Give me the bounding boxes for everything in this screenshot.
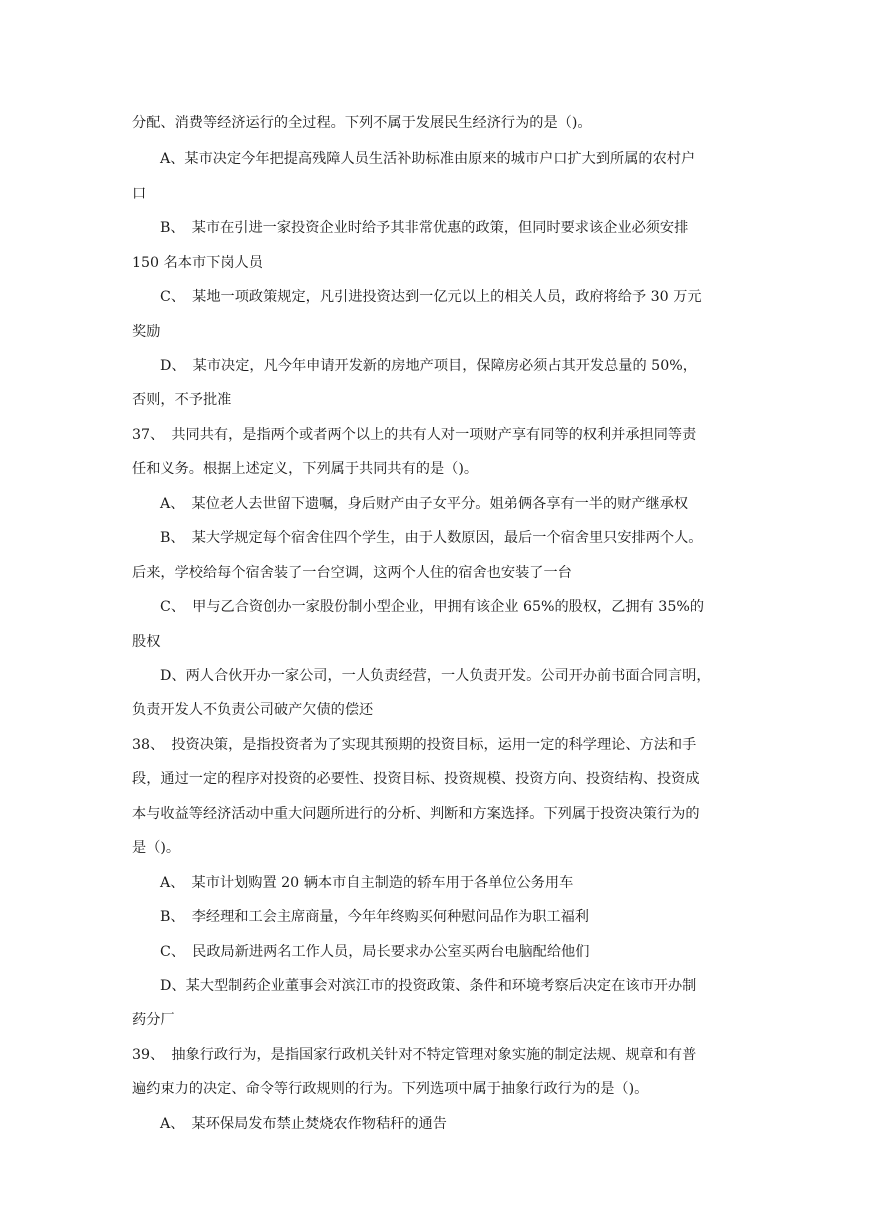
text-line: 39、 抽象行政行为，是指国家行政机关针对不特定管理对象实施的制定法规、规章和有普 [132, 1047, 697, 1063]
text-line: 奖励 [132, 324, 161, 340]
text-line: A、 某位老人去世留下遗嘱，身后财产由子女平分。姐弟俩各享有一半的财产继承权 [160, 496, 689, 512]
text-line: D、 某市决定，凡今年申请开发新的房地产项目，保障房必须占其开发总量的 50%， [160, 358, 697, 374]
text-line: 分配、消费等经济运行的全过程。下列不属于发展民生经济行为的是（)。 [132, 115, 592, 131]
text-line: 口 [132, 186, 147, 202]
text-line: 本与收益等经济活动中重大问题所进行的分析、判断和方案选择。下列属于投资决策行为的 [132, 806, 700, 822]
text-line: 药分厂 [132, 1012, 175, 1028]
text-line: 150 名本市下岗人员 [132, 255, 263, 271]
text-line: 负责开发人不负责公司破产欠债的偿还 [132, 702, 374, 718]
text-line: 37、 共同共有，是指两个或者两个以上的共有人对一项财产享有同等的权利并承担同等责 [132, 427, 697, 443]
text-line: 段，通过一定的程序对投资的必要性、投资目标、投资规模、投资方向、投资结构、投资成 [132, 771, 700, 787]
text-line: B、 某市在引进一家投资企业时给予其非常优惠的政策，但同时要求该企业必须安排 [160, 220, 689, 236]
text-line: B、 某大学规定每个宿舍住四个学生，由于人数原因，最后一个宿舍里只安排两个人。 [160, 530, 703, 546]
text-line: A、 某市计划购置 20 辆本市自主制造的轿车用于各单位公务用车 [160, 875, 574, 891]
text-line: D、某大型制药企业董事会对滨江市的投资政策、条件和环境考察后决定在该市开办制 [160, 978, 697, 994]
text-line: C、 甲与乙合资创办一家股份制小型企业，甲拥有该企业 65%的股权，乙拥有 35%的 [160, 599, 705, 615]
text-line: 股权 [132, 634, 161, 650]
text-line: 任和义务。根据上述定义，下列属于共同共有的是（)。 [132, 461, 479, 477]
text-line: 是（)。 [132, 840, 181, 856]
text-line: D、两人合伙开办一家公司，一人负责经营，一人负责开发。公司开办前书面合同言明， [160, 668, 711, 684]
text-line: A、 某环保局发布禁止焚烧农作物秸秆的通告 [160, 1116, 447, 1132]
text-line: C、 某地一项政策规定，凡引进投资达到一亿元以上的相关人员，政府将给予 30 万元 [160, 289, 702, 305]
text-line: B、 李经理和工会主席商量，今年年终购买何种慰问品作为职工福利 [160, 909, 589, 925]
text-line: 后来，学校给每个宿舍装了一台空调，这两个人住的宿舍也安装了一台 [132, 565, 572, 581]
text-line: 否则，不予批准 [132, 392, 232, 408]
text-line: C、 民政局新进两名工作人员，局长要求办公室买两台电脑配给他们 [160, 944, 590, 960]
text-line: 38、 投资决策，是指投资者为了实现其预期的投资目标，运用一定的科学理论、方法和手 [132, 737, 697, 753]
text-line: 遍约束力的决定、命令等行政规则的行为。下列选项中属于抽象行政行为的是（)。 [132, 1081, 649, 1097]
text-line: A、某市决定今年把提高残障人员生活补助标准由原来的城市户口扩大到所属的农村户 [160, 151, 696, 167]
